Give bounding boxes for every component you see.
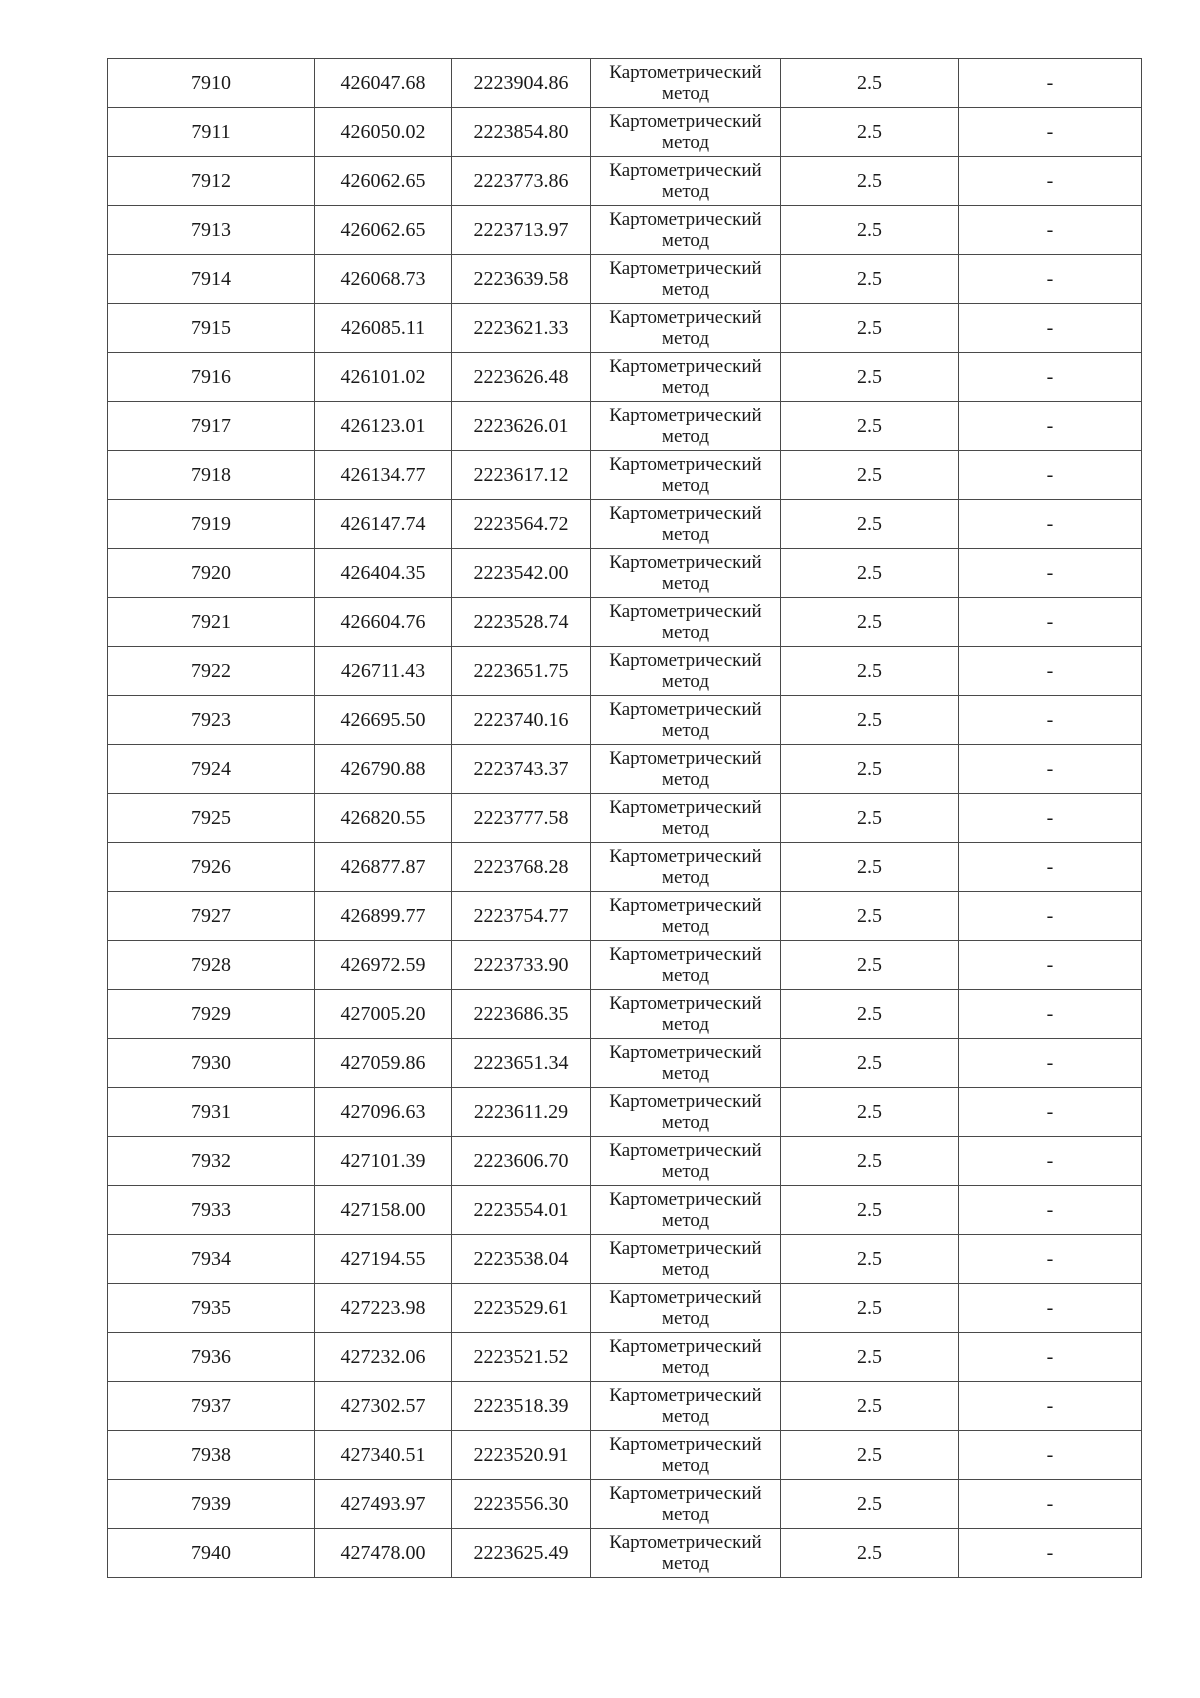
method-line-1: Картометрический — [609, 1042, 762, 1063]
method-cell — [591, 1382, 781, 1431]
table-row — [108, 1284, 1142, 1333]
method-line-1: Картометрический — [609, 307, 762, 328]
method-line-2: метод — [661, 377, 710, 398]
method-line-1: Картометрический — [609, 846, 762, 867]
description-cell: - — [959, 1382, 1142, 1431]
accuracy-cell: 2.5 — [781, 1137, 959, 1186]
y-coordinate-cell: 2223529.61 — [452, 1284, 591, 1333]
table-row — [108, 1480, 1142, 1529]
method-line-2: метод — [661, 181, 710, 202]
description-cell: - — [959, 1039, 1142, 1088]
x-coordinate-cell: 426062.65 — [315, 157, 452, 206]
point-number-cell: 7919 — [108, 500, 315, 549]
point-number-cell: 7939 — [108, 1480, 315, 1529]
method-line-2: метод — [661, 1455, 710, 1476]
method-line-1: Картометрический — [609, 1532, 762, 1553]
y-coordinate-cell: 2223904.86 — [452, 59, 591, 108]
coordinates-table — [107, 58, 1142, 1578]
accuracy-cell: 2.5 — [781, 1284, 959, 1333]
method-line-1: Картометрический — [609, 1189, 762, 1210]
x-coordinate-cell: 426101.02 — [315, 353, 452, 402]
method-cell — [591, 402, 781, 451]
y-coordinate-cell: 2223686.35 — [452, 990, 591, 1039]
x-coordinate-cell: 426404.35 — [315, 549, 452, 598]
point-number-cell: 7940 — [108, 1529, 315, 1578]
method-line-1: Картометрический — [609, 258, 762, 279]
table-row — [108, 1431, 1142, 1480]
description-cell: - — [959, 1480, 1142, 1529]
accuracy-cell: 2.5 — [781, 598, 959, 647]
method-cell — [591, 1235, 781, 1284]
y-coordinate-cell: 2223625.49 — [452, 1529, 591, 1578]
table-row — [108, 1333, 1142, 1382]
method-line-2: метод — [661, 1553, 710, 1574]
method-cell — [591, 1529, 781, 1578]
point-number-cell: 7910 — [108, 59, 315, 108]
x-coordinate-cell: 426050.02 — [315, 108, 452, 157]
accuracy-cell: 2.5 — [781, 353, 959, 402]
method-cell — [591, 1088, 781, 1137]
method-line-2: метод — [661, 573, 710, 594]
x-coordinate-cell: 427478.00 — [315, 1529, 452, 1578]
method-line-1: Картометрический — [609, 748, 762, 769]
point-number-cell: 7935 — [108, 1284, 315, 1333]
y-coordinate-cell: 2223733.90 — [452, 941, 591, 990]
accuracy-cell: 2.5 — [781, 696, 959, 745]
accuracy-cell: 2.5 — [781, 304, 959, 353]
description-cell: - — [959, 1333, 1142, 1382]
y-coordinate-cell: 2223542.00 — [452, 549, 591, 598]
y-coordinate-cell: 2223740.16 — [452, 696, 591, 745]
point-number-cell: 7925 — [108, 794, 315, 843]
method-line-1: Картометрический — [609, 993, 762, 1014]
method-line-2: метод — [661, 1014, 710, 1035]
method-line-1: Картометрический — [609, 503, 762, 524]
description-cell: - — [959, 59, 1142, 108]
table-row — [108, 990, 1142, 1039]
point-number-cell: 7928 — [108, 941, 315, 990]
point-number-cell: 7914 — [108, 255, 315, 304]
method-line-2: метод — [661, 1210, 710, 1231]
x-coordinate-cell: 426047.68 — [315, 59, 452, 108]
method-line-2: метод — [661, 1063, 710, 1084]
accuracy-cell: 2.5 — [781, 1235, 959, 1284]
description-cell: - — [959, 843, 1142, 892]
method-line-1: Картометрический — [609, 111, 762, 132]
accuracy-cell: 2.5 — [781, 843, 959, 892]
method-cell — [591, 598, 781, 647]
y-coordinate-cell: 2223626.48 — [452, 353, 591, 402]
method-line-1: Картометрический — [609, 1385, 762, 1406]
method-cell — [591, 157, 781, 206]
table-row — [108, 402, 1142, 451]
method-line-1: Картометрический — [609, 209, 762, 230]
table-row — [108, 59, 1142, 108]
method-line-1: Картометрический — [609, 895, 762, 916]
method-line-2: метод — [661, 426, 710, 447]
point-number-cell: 7911 — [108, 108, 315, 157]
x-coordinate-cell: 426085.11 — [315, 304, 452, 353]
point-number-cell: 7937 — [108, 1382, 315, 1431]
method-cell — [591, 59, 781, 108]
y-coordinate-cell: 2223564.72 — [452, 500, 591, 549]
method-line-1: Картометрический — [609, 356, 762, 377]
x-coordinate-cell: 427005.20 — [315, 990, 452, 1039]
method-cell — [591, 255, 781, 304]
table-row — [108, 500, 1142, 549]
description-cell: - — [959, 1529, 1142, 1578]
description-cell: - — [959, 1431, 1142, 1480]
x-coordinate-cell: 426790.88 — [315, 745, 452, 794]
point-number-cell: 7936 — [108, 1333, 315, 1382]
method-line-2: метод — [661, 1308, 710, 1329]
accuracy-cell: 2.5 — [781, 1186, 959, 1235]
method-line-1: Картометрический — [609, 1434, 762, 1455]
method-cell — [591, 1186, 781, 1235]
x-coordinate-cell: 426123.01 — [315, 402, 452, 451]
method-cell — [591, 1431, 781, 1480]
x-coordinate-cell: 426820.55 — [315, 794, 452, 843]
method-cell — [591, 647, 781, 696]
table-row — [108, 1186, 1142, 1235]
point-number-cell: 7938 — [108, 1431, 315, 1480]
accuracy-cell: 2.5 — [781, 1382, 959, 1431]
x-coordinate-cell: 426711.43 — [315, 647, 452, 696]
method-cell — [591, 1333, 781, 1382]
method-line-2: метод — [661, 769, 710, 790]
x-coordinate-cell: 426695.50 — [315, 696, 452, 745]
y-coordinate-cell: 2223754.77 — [452, 892, 591, 941]
method-line-1: Картометрический — [609, 650, 762, 671]
x-coordinate-cell: 426147.74 — [315, 500, 452, 549]
point-number-cell: 7931 — [108, 1088, 315, 1137]
method-line-2: метод — [661, 965, 710, 986]
table-row — [108, 255, 1142, 304]
y-coordinate-cell: 2223528.74 — [452, 598, 591, 647]
accuracy-cell: 2.5 — [781, 745, 959, 794]
method-line-1: Картометрический — [609, 454, 762, 475]
method-line-2: метод — [661, 1504, 710, 1525]
point-number-cell: 7932 — [108, 1137, 315, 1186]
description-cell: - — [959, 941, 1142, 990]
method-cell — [591, 549, 781, 598]
table-row — [108, 1235, 1142, 1284]
accuracy-cell: 2.5 — [781, 647, 959, 696]
accuracy-cell: 2.5 — [781, 1039, 959, 1088]
table-row — [108, 794, 1142, 843]
point-number-cell: 7926 — [108, 843, 315, 892]
x-coordinate-cell: 426972.59 — [315, 941, 452, 990]
method-line-2: метод — [661, 83, 710, 104]
accuracy-cell: 2.5 — [781, 108, 959, 157]
x-coordinate-cell: 427059.86 — [315, 1039, 452, 1088]
accuracy-cell: 2.5 — [781, 255, 959, 304]
description-cell: - — [959, 1088, 1142, 1137]
table-row — [108, 941, 1142, 990]
point-number-cell: 7923 — [108, 696, 315, 745]
y-coordinate-cell: 2223521.52 — [452, 1333, 591, 1382]
y-coordinate-cell: 2223611.29 — [452, 1088, 591, 1137]
point-number-cell: 7918 — [108, 451, 315, 500]
accuracy-cell: 2.5 — [781, 892, 959, 941]
description-cell: - — [959, 402, 1142, 451]
description-cell: - — [959, 794, 1142, 843]
table-row — [108, 108, 1142, 157]
point-number-cell: 7916 — [108, 353, 315, 402]
method-line-1: Картометрический — [609, 699, 762, 720]
description-cell: - — [959, 647, 1142, 696]
method-line-1: Картометрический — [609, 1483, 762, 1504]
method-line-2: метод — [661, 1112, 710, 1133]
method-cell — [591, 941, 781, 990]
table-row — [108, 1137, 1142, 1186]
x-coordinate-cell: 426062.65 — [315, 206, 452, 255]
x-coordinate-cell: 427302.57 — [315, 1382, 452, 1431]
method-line-1: Картометрический — [609, 1336, 762, 1357]
point-number-cell: 7912 — [108, 157, 315, 206]
coordinates-table-body — [108, 59, 1142, 1578]
method-line-2: метод — [661, 328, 710, 349]
method-line-2: метод — [661, 132, 710, 153]
method-cell — [591, 108, 781, 157]
y-coordinate-cell: 2223621.33 — [452, 304, 591, 353]
y-coordinate-cell: 2223554.01 — [452, 1186, 591, 1235]
point-number-cell: 7922 — [108, 647, 315, 696]
table-row — [108, 451, 1142, 500]
method-line-1: Картометрический — [609, 1287, 762, 1308]
accuracy-cell: 2.5 — [781, 206, 959, 255]
point-number-cell: 7921 — [108, 598, 315, 647]
method-line-2: метод — [661, 671, 710, 692]
x-coordinate-cell: 427096.63 — [315, 1088, 452, 1137]
method-line-2: метод — [661, 1259, 710, 1280]
table-row — [108, 647, 1142, 696]
accuracy-cell: 2.5 — [781, 451, 959, 500]
method-cell — [591, 745, 781, 794]
x-coordinate-cell: 427194.55 — [315, 1235, 452, 1284]
description-cell: - — [959, 745, 1142, 794]
method-line-1: Картометрический — [609, 160, 762, 181]
method-line-1: Картометрический — [609, 1091, 762, 1112]
point-number-cell: 7924 — [108, 745, 315, 794]
method-line-2: метод — [661, 1406, 710, 1427]
description-cell: - — [959, 353, 1142, 402]
y-coordinate-cell: 2223777.58 — [452, 794, 591, 843]
method-cell — [591, 451, 781, 500]
y-coordinate-cell: 2223518.39 — [452, 1382, 591, 1431]
accuracy-cell: 2.5 — [781, 500, 959, 549]
method-line-1: Картометрический — [609, 1238, 762, 1259]
y-coordinate-cell: 2223606.70 — [452, 1137, 591, 1186]
method-cell — [591, 696, 781, 745]
method-cell — [591, 892, 781, 941]
table-row — [108, 1382, 1142, 1431]
accuracy-cell: 2.5 — [781, 1529, 959, 1578]
x-coordinate-cell: 427493.97 — [315, 1480, 452, 1529]
description-cell: - — [959, 157, 1142, 206]
method-line-1: Картометрический — [609, 405, 762, 426]
accuracy-cell: 2.5 — [781, 941, 959, 990]
x-coordinate-cell: 426068.73 — [315, 255, 452, 304]
method-line-1: Картометрический — [609, 1140, 762, 1161]
accuracy-cell: 2.5 — [781, 1431, 959, 1480]
point-number-cell: 7913 — [108, 206, 315, 255]
method-cell — [591, 1480, 781, 1529]
accuracy-cell: 2.5 — [781, 402, 959, 451]
y-coordinate-cell: 2223773.86 — [452, 157, 591, 206]
table-row — [108, 549, 1142, 598]
method-line-1: Картометрический — [609, 944, 762, 965]
description-cell: - — [959, 892, 1142, 941]
point-number-cell: 7920 — [108, 549, 315, 598]
accuracy-cell: 2.5 — [781, 794, 959, 843]
method-line-1: Картометрический — [609, 797, 762, 818]
x-coordinate-cell: 427158.00 — [315, 1186, 452, 1235]
method-line-2: метод — [661, 622, 710, 643]
method-cell — [591, 794, 781, 843]
x-coordinate-cell: 427223.98 — [315, 1284, 452, 1333]
point-number-cell: 7929 — [108, 990, 315, 1039]
table-row — [108, 353, 1142, 402]
point-number-cell: 7927 — [108, 892, 315, 941]
method-cell — [591, 1137, 781, 1186]
point-number-cell: 7915 — [108, 304, 315, 353]
description-cell: - — [959, 1235, 1142, 1284]
description-cell: - — [959, 304, 1142, 353]
x-coordinate-cell: 426134.77 — [315, 451, 452, 500]
y-coordinate-cell: 2223743.37 — [452, 745, 591, 794]
method-cell — [591, 353, 781, 402]
x-coordinate-cell: 427101.39 — [315, 1137, 452, 1186]
y-coordinate-cell: 2223617.12 — [452, 451, 591, 500]
method-line-2: метод — [661, 1161, 710, 1182]
accuracy-cell: 2.5 — [781, 157, 959, 206]
x-coordinate-cell: 426604.76 — [315, 598, 452, 647]
table-row — [108, 843, 1142, 892]
method-line-2: метод — [661, 524, 710, 545]
method-line-2: метод — [661, 916, 710, 937]
accuracy-cell: 2.5 — [781, 1480, 959, 1529]
method-line-2: метод — [661, 475, 710, 496]
table-row — [108, 696, 1142, 745]
description-cell: - — [959, 1137, 1142, 1186]
point-number-cell: 7934 — [108, 1235, 315, 1284]
x-coordinate-cell: 426899.77 — [315, 892, 452, 941]
point-number-cell: 7930 — [108, 1039, 315, 1088]
accuracy-cell: 2.5 — [781, 1088, 959, 1137]
y-coordinate-cell: 2223520.91 — [452, 1431, 591, 1480]
y-coordinate-cell: 2223556.30 — [452, 1480, 591, 1529]
description-cell: - — [959, 451, 1142, 500]
y-coordinate-cell: 2223639.58 — [452, 255, 591, 304]
method-line-2: метод — [661, 818, 710, 839]
method-line-1: Картометрический — [609, 601, 762, 622]
point-number-cell: 7917 — [108, 402, 315, 451]
description-cell: - — [959, 108, 1142, 157]
x-coordinate-cell: 427340.51 — [315, 1431, 452, 1480]
method-cell — [591, 206, 781, 255]
description-cell: - — [959, 1186, 1142, 1235]
method-line-2: метод — [661, 867, 710, 888]
method-cell — [591, 304, 781, 353]
y-coordinate-cell: 2223854.80 — [452, 108, 591, 157]
method-cell — [591, 990, 781, 1039]
description-cell: - — [959, 255, 1142, 304]
y-coordinate-cell: 2223538.04 — [452, 1235, 591, 1284]
method-line-1: Картометрический — [609, 552, 762, 573]
x-coordinate-cell: 426877.87 — [315, 843, 452, 892]
table-row — [108, 598, 1142, 647]
table-row — [108, 892, 1142, 941]
y-coordinate-cell: 2223651.34 — [452, 1039, 591, 1088]
method-line-2: метод — [661, 1357, 710, 1378]
table-row — [108, 157, 1142, 206]
table-row — [108, 1088, 1142, 1137]
description-cell: - — [959, 598, 1142, 647]
description-cell: - — [959, 990, 1142, 1039]
point-number-cell: 7933 — [108, 1186, 315, 1235]
y-coordinate-cell: 2223651.75 — [452, 647, 591, 696]
table-row — [108, 1529, 1142, 1578]
accuracy-cell: 2.5 — [781, 1333, 959, 1382]
table-row — [108, 304, 1142, 353]
method-line-1: Картометрический — [609, 62, 762, 83]
y-coordinate-cell: 2223626.01 — [452, 402, 591, 451]
table-row — [108, 206, 1142, 255]
method-cell — [591, 1039, 781, 1088]
accuracy-cell: 2.5 — [781, 549, 959, 598]
y-coordinate-cell: 2223713.97 — [452, 206, 591, 255]
method-line-2: метод — [661, 279, 710, 300]
method-cell — [591, 1284, 781, 1333]
table-row — [108, 1039, 1142, 1088]
x-coordinate-cell: 427232.06 — [315, 1333, 452, 1382]
method-line-2: метод — [661, 720, 710, 741]
accuracy-cell: 2.5 — [781, 59, 959, 108]
description-cell: - — [959, 1284, 1142, 1333]
table-row — [108, 745, 1142, 794]
accuracy-cell: 2.5 — [781, 990, 959, 1039]
method-cell — [591, 500, 781, 549]
description-cell: - — [959, 206, 1142, 255]
description-cell: - — [959, 696, 1142, 745]
method-line-2: метод — [661, 230, 710, 251]
y-coordinate-cell: 2223768.28 — [452, 843, 591, 892]
description-cell: - — [959, 500, 1142, 549]
description-cell: - — [959, 549, 1142, 598]
method-cell — [591, 843, 781, 892]
